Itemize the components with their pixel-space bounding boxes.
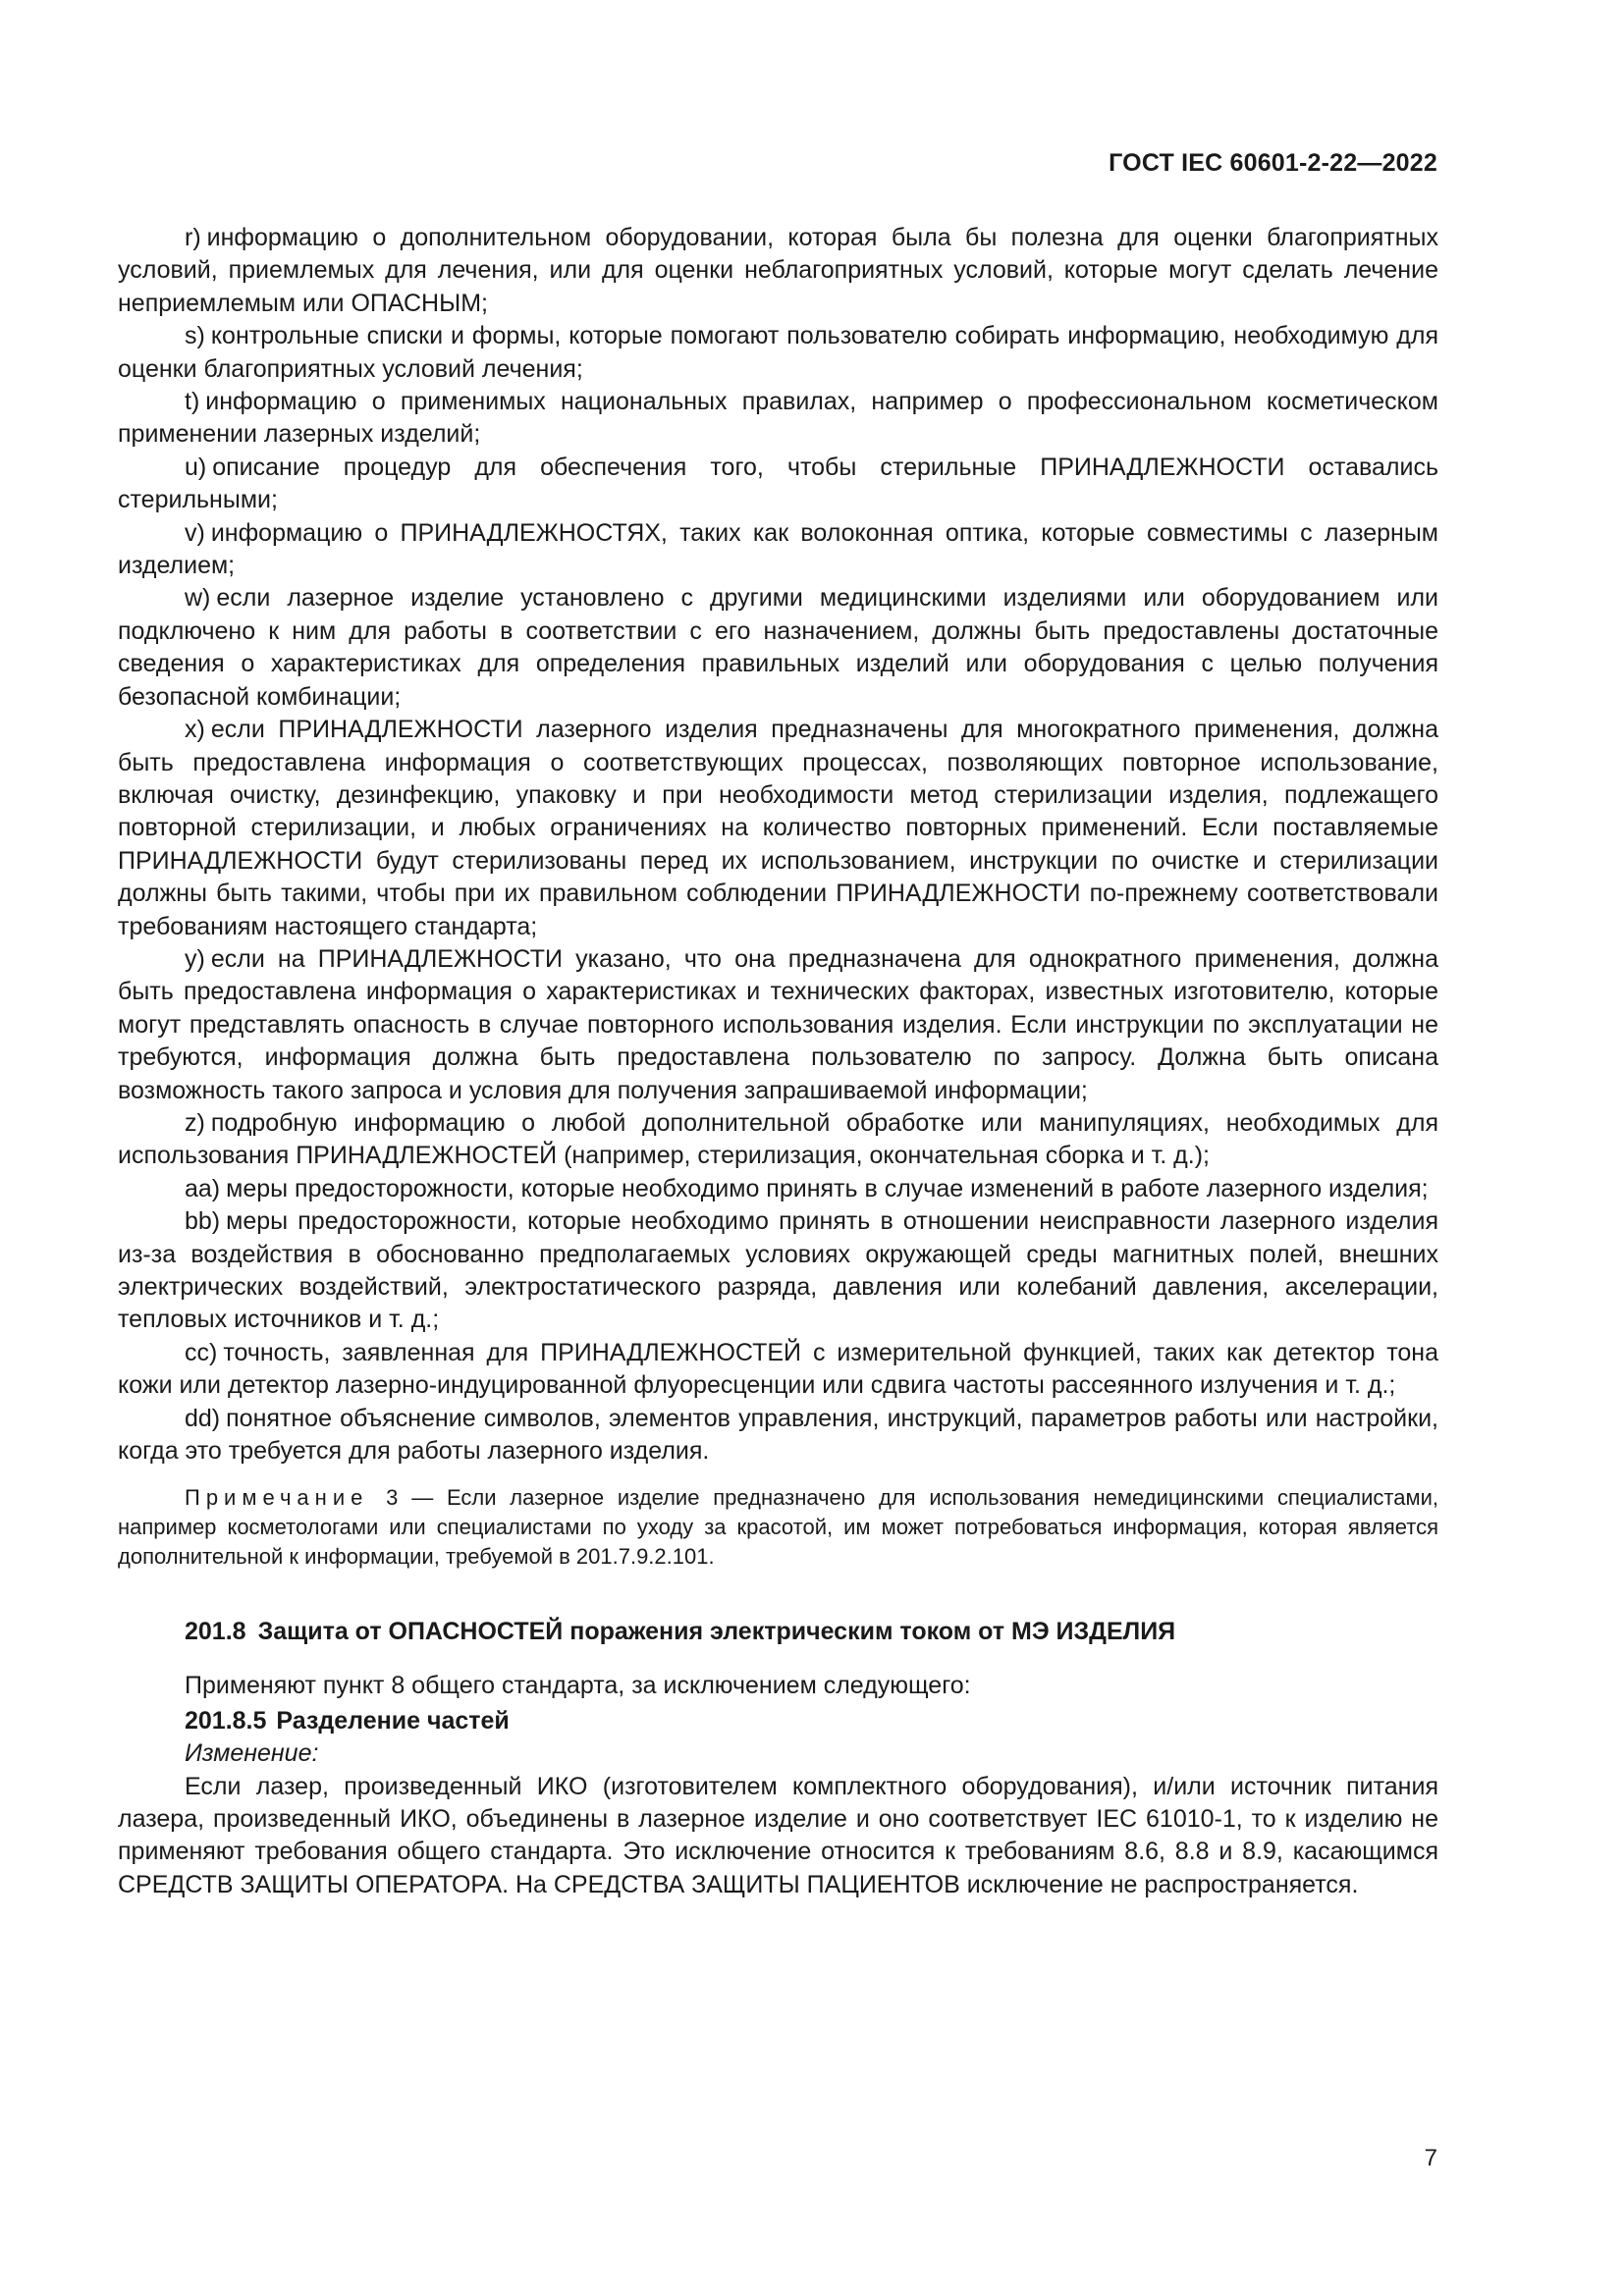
subsection-number: 201.8.5	[185, 1706, 267, 1735]
list-item-z	[118, 1107, 1438, 1173]
list-item-label: z)	[185, 1108, 205, 1137]
document-code-header: ГОСТ IEC 60601-2-22—2022	[1109, 149, 1437, 177]
list-item-aa	[118, 1173, 1438, 1205]
document-body	[118, 222, 1438, 1901]
section-title: Защита от ОПАСНОСТЕЙ поражения электрическим током от МЭ ИЗДЕЛИЯ	[257, 1618, 1176, 1646]
change-label: Изменение:	[185, 1739, 319, 1768]
list-item-text: если ПРИНАДЛЕЖНОСТИ лазерного изделия предназначены для многократного применения, должна быть предоставлена информация о соответствующих процессах, позволяющих повторное использование, включая очистку, дезинфекцию, упаковку и при необходимости метод стерилизации изделия, подлежащего повторной стерилизации, и любых ограничениях на количество повторных применений. Если поставляемые ПРИНАДЛЕЖНОСТИ будут стерилизованы перед их использованием, инструкции по очистке и стерилизации должны быть такими, чтобы при их правильном соблюдении ПРИНАДЛЕЖНОСТИ по-прежнему соответствовали требованиям настоящего стандарта;	[118, 716, 1438, 940]
list-item-label: x)	[185, 716, 205, 744]
list-item-bb	[118, 1205, 1438, 1337]
section-number: 201.8	[185, 1618, 246, 1646]
subsection-title: Разделение частей	[276, 1706, 510, 1735]
note-paragraph	[118, 1483, 1438, 1572]
note-number: 3	[386, 1485, 399, 1511]
subsection-text: Если лазер, произведенный ИКО (изготовителем комплектного оборудования), и/или источник питания лазера, произведенный ИКО, объединены в лазерное изделие и оно соответствует IEC 61010-1, то к изделию не применяют требования общего стандарта. Это исключение относится к требованиям 8.6, 8.8 и 8.9, касающимся СРЕДСТВ ЗАЩИТЫ ОПЕРАТОРА. На СРЕДСТВА ЗАЩИТЫ ПАЦИЕНТОВ исключение не распространяется.	[118, 1772, 1438, 1898]
list-item-text: контрольные списки и формы, которые помогают пользователю собирать информацию, необходимую для оценки благоприятных условий лечения;	[118, 322, 1438, 383]
list-item-text: меры предосторожности, которые необходимо принять в случае изменений в работе лазерного изделия;	[226, 1174, 1429, 1202]
list-item-label: bb)	[185, 1207, 221, 1236]
list-item-label: s)	[185, 322, 205, 350]
list-item-label: cc)	[185, 1338, 218, 1366]
list-item-text: меры предосторожности, которые необходимо принять в отношении неисправности лазерного изделия из-за воздействия в обоснованно предполагаемых условиях окружающей среды магнитных полей, внешних электрических воздействий, электростатического разряда, давления или колебаний давления, акселерации, тепловых источников и т. д.;	[118, 1207, 1438, 1334]
section-heading	[118, 1615, 1438, 1648]
page-number: 7	[1424, 2145, 1437, 2171]
list-item-dd	[118, 1403, 1438, 1468]
list-item-label: t)	[185, 388, 200, 416]
list-item-text: описание процедур для обеспечения того, чтобы стерильные ПРИНАДЛЕЖНОСТИ оставались стерильными;	[118, 453, 1438, 514]
list-item-cc	[118, 1337, 1438, 1403]
list-item-x	[118, 714, 1438, 943]
list-item-label: dd)	[185, 1404, 221, 1432]
list-item-r	[118, 222, 1438, 320]
list-item-label: r)	[185, 224, 201, 251]
list-item-text: точность, заявленная для ПРИНАДЛЕЖНОСТЕЙ с измерительной функцией, таких как детектор тона кожи или детектор лазерно-индуцированной флуоресценции или сдвига частоты рассеянного излучения и т. д.;	[118, 1338, 1438, 1400]
list-item-text: информацию о дополнительном оборудовании, которая была бы полезна для оценки благоприятных условий, приемлемых для лечения, или для оценки неблагоприятных условий, которые могут сделать лечение неприемлемым или ОПАСНЫМ;	[118, 224, 1438, 317]
list-item-w	[118, 582, 1438, 714]
list-item-s	[118, 320, 1438, 386]
list-item-text: если на ПРИНАДЛЕЖНОСТИ указано, что она предназначена для однократного применения, должна быть предоставлена информация о характеристиках и технических факторах, известных изготовителю, которые могут представлять опасность в случае повторного использования изделия. Если инструкции по эксплуатации не требуются, информация должна быть предоставлена пользователю по запросу. Должна быть описана возможность такого запроса и условия для получения запрашиваемой информации;	[118, 944, 1438, 1104]
list-item-text: понятное объяснение символов, элементов управления, инструкций, параметров работы или настройки, когда это требуется для работы лазерного изделия.	[118, 1404, 1438, 1466]
list-item-label: w)	[185, 584, 211, 613]
note-label: Примечание	[185, 1485, 369, 1511]
list-item-text: подробную информацию о любой дополнительной обработке или манипуляциях, необходимых для использования ПРИНАДЛЕЖНОСТЕЙ (например, стерилизация, окончательная сборка и т. д.);	[118, 1108, 1438, 1170]
list-item-label: y)	[185, 944, 205, 973]
list-item-text: если лазерное изделие установлено с другими медицинскими изделиями или оборудованием или подключено к ним для работы в соответствии с его назначением, должны быть предоставлены достаточные сведения о характеристиках для определения правильных изделий или оборудования с целью получения безопасной комбинации;	[118, 584, 1438, 711]
list-item-label: aa)	[185, 1174, 221, 1202]
list-item-v	[118, 517, 1438, 583]
list-item-y	[118, 943, 1438, 1107]
subsection-heading	[118, 1705, 1438, 1737]
list-item-label: v)	[185, 518, 205, 547]
section-applies-text: Применяют пункт 8 общего стандарта, за исключением следующего:	[185, 1672, 971, 1700]
list-item-u	[118, 452, 1438, 517]
list-item-t	[118, 386, 1438, 452]
list-item-text: информацию о применимых национальных правилах, например о профессиональном косметическом применении лазерных изделий;	[118, 388, 1438, 449]
note-text: — Если лазерное изделие предназначено для использования немедицинскими специалистами, например косметологами или специалистами по уходу за красотой, им может потребоваться информация, которая является дополнительной к информации, требуемой в 201.7.9.2.101.	[118, 1485, 1438, 1570]
list-item-label: u)	[185, 453, 207, 481]
list-item-text: информацию о ПРИНАДЛЕЖНОСТЯХ, таких как волоконная оптика, которые совместимы с лазерным изделием;	[118, 518, 1438, 580]
